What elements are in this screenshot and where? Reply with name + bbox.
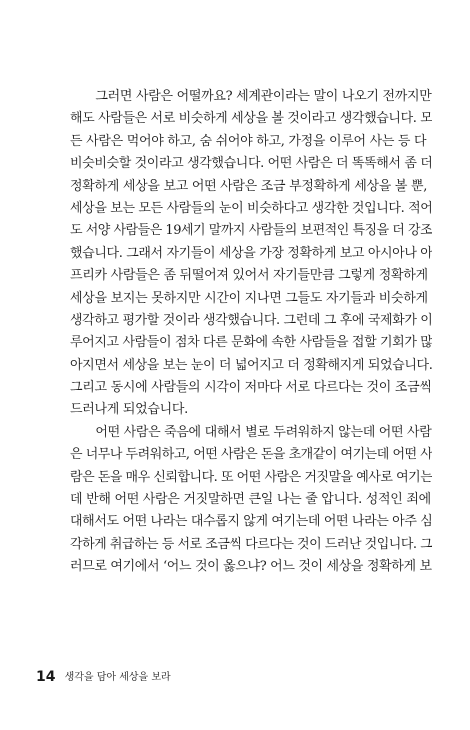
text-line: 데 반해 어떤 사람은 거짓말하면 큰일 나는 줄 압니다. 성적인 죄에: [70, 492, 431, 508]
text-line: 아지면서 세상을 보는 눈이 더 넓어지고 더 정확해지게 되었습니다.: [70, 357, 432, 373]
text-line: 그리고 동시에 사람들의 시각이 저마다 서로 다르다는 것이 조금씩: [70, 380, 432, 396]
text-line: 해도 사람들은 서로 비슷하게 세상을 볼 것이라고 생각했습니다. 모: [70, 111, 432, 127]
text-line: 각하게 취급하는 등 서로 조금씩 다르다는 것이 드러난 것입니다. 그: [70, 536, 432, 552]
running-title: 생각을 담아 세상을 보라: [64, 672, 171, 683]
text-line: 세상을 보지는 못하지만 시간이 지나면 그들도 자기들과 비슷하게: [70, 290, 428, 306]
text-line: 세상을 보는 모든 사람들의 눈이 비슷하다고 생각한 것입니다. 적어: [70, 200, 432, 216]
text-line: 했습니다. 그래서 자기들이 세상을 가장 정확하게 보고 아시아나 아: [70, 245, 432, 261]
text-line: 람은 돈을 매우 신뢰합니다. 또 어떤 사람은 거짓말을 예사로 여기는: [70, 469, 432, 485]
text-line: 도 서양 사람들은 19세기 말까지 사람들의 보편적인 특징을 더 강조: [70, 223, 432, 239]
text-line: 어떤 사람은 죽음에 대해서 별로 두려워하지 않는데 어떤 사람: [70, 424, 432, 440]
body-text: [70, 86, 432, 579]
page-number: 14: [36, 669, 56, 685]
text-line: 루어지고 사람들이 점차 다른 문화에 속한 사람들을 접할 기회가 많: [70, 335, 432, 351]
page-footer: [36, 666, 171, 685]
text-line: 대해서도 어떤 나라는 대수롭지 않게 여기는데 어떤 나라는 아주 심: [70, 514, 432, 530]
text-line: 프리카 사람들은 좀 뒤떨어져 있어서 자기들만큼 그렇게 정확하게: [70, 268, 428, 284]
text-line: 정확하게 세상을 보고 어떤 사람은 조금 부정확하게 세상을 볼 뿐,: [70, 178, 428, 194]
text-line: 드러나게 되었습니다.: [70, 402, 188, 418]
text-line: 비슷비슷할 것이라고 생각했습니다. 어떤 사람은 더 똑똑해서 좀 더: [70, 156, 432, 172]
text-line: 은 너무나 두려워하고, 어떤 사람은 돈을 초개같이 여기는데 어떤 사: [70, 447, 432, 463]
text-line: 그러면 사람은 어떨까요? 세계관이라는 말이 나오기 전까지만: [70, 89, 432, 104]
text-line: 생각하고 평가할 것이라 생각했습니다. 그런데 그 후에 국제화가 이: [70, 312, 432, 328]
text-line: 든 사람은 먹어야 하고, 숨 쉬어야 하고, 가정을 이루어 사는 등 다: [70, 133, 427, 149]
text-line: 러므로 여기에서 ‘어느 것이 옳으냐? 어느 것이 세상을 정확하게 보: [70, 559, 432, 575]
